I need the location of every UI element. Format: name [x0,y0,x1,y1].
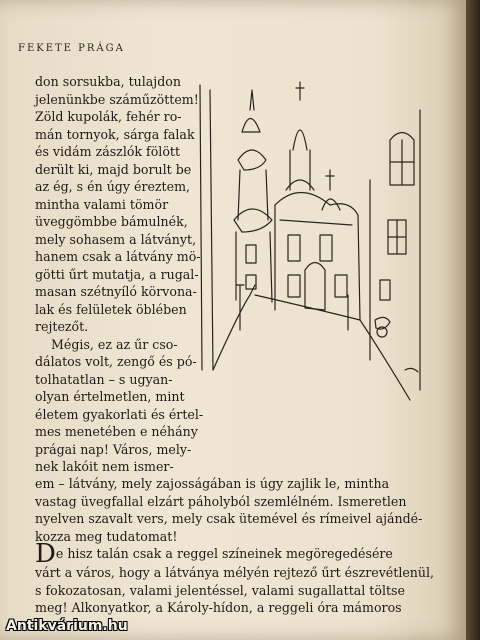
text-line: nek lakóit nem ismer- [35,459,174,474]
text-line: olyan értelmetlen, mint [35,389,185,404]
text-line: Zöld kupolák, fehér ro- [35,109,182,124]
text-line: mintha valami tömör [35,196,169,212]
text-line: götti űrt mutatja, a rugal- [35,266,199,282]
text-line: Mégis, ez az űr cso- [51,336,178,352]
running-head: FEKETE PRÁGA [18,43,125,54]
city-street-illustration [180,70,446,410]
text-line: masan szétnyíló körvona- [35,284,197,299]
text-line: várt a város, hogy a látványa mélyén rejtező űrt észrevétlenül, [35,565,435,580]
text-line: kozza meg tudatomat! [35,528,178,544]
text-line: s fokozatosan, valami jelentéssel, valami sugallattal töltse [35,582,405,598]
text-line: lak és felületek öblében [35,301,187,317]
text-line: em – látvány, mely zajosságában is úgy zajlik le, mintha [35,476,390,491]
watermark: Antikvárium.hu [6,618,128,634]
text-line: don sorsukba, tulajdon [35,74,181,89]
text-line: mely sohasem a látványt, [35,231,197,247]
text-line: életem gyakorlati és értel- [35,406,204,422]
text-line: prágai nap! Város, mely- [35,441,192,457]
text-line: vastag üvegfallal elzárt páholyból szemlélném. Ismeretlen [35,493,407,509]
text-line: mán tornyok, sárga falak [35,126,195,142]
text-line: mes menetében e néhány [35,424,198,439]
text-column [35,73,204,476]
text-line: hanem csak a látvány mö- [35,249,201,264]
paragraph-continuation [35,475,431,545]
text-line: meg! Alkonyatkor, a Károly-hídon, a reggeli óra mámoros [35,600,402,615]
text-line: tolhatatlan – s ugyan- [35,371,173,387]
text-line: dálatos volt, zengő és pó- [35,354,197,369]
text-line: nyelven szavalt vers, mely csak ütemével és rímeivel ajándé- [35,511,423,526]
text-line: üveggömbbe bámulnék, [35,214,188,229]
book-spine [466,0,480,640]
text-line: De hisz talán csak a reggel színeinek megöregedésére [35,539,393,569]
text-line: és vidám zászlók fölött [35,144,181,159]
paragraph-new-section [35,539,435,617]
text-line: derült ki, majd borult be [35,161,192,177]
text-line: jelenünkbe száműzöttem! [35,91,199,107]
text-line: az ég, s én úgy éreztem, [35,179,191,194]
text-line: rejtezőt. [35,319,89,334]
